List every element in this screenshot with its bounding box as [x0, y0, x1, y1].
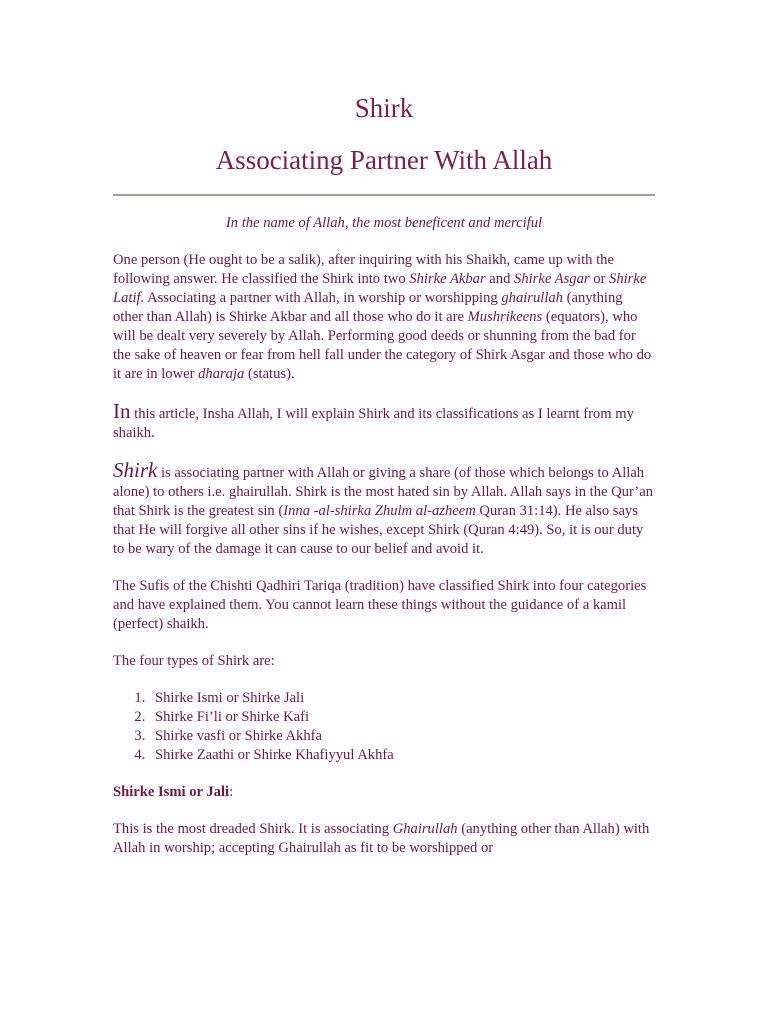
list-item: 4. Shirke Zaathi or Shirke Khafiyyul Akhfa [149, 746, 655, 765]
section-heading [113, 783, 655, 802]
list-item: 2. Shirke Fi’li or Shirke Kafi [149, 708, 655, 727]
section-segment: (anything other than Allah) with Allah in worship; accepting Ghairullah as fit to be worshipped or [113, 821, 650, 856]
sufis-paragraph: The Sufis of the Chishti Qadhiri Tariqa (tradition) have classified Shirk into four categories and have explained them. You cannot learn these things without the guidance of a kamil (perfect) shaikh. [113, 578, 647, 632]
intro-paragraph [113, 251, 655, 384]
bismillah-line: In the name of Allah, the most beneficent and merciful [225, 215, 543, 231]
intro-segment: Mushrikeens [467, 309, 543, 325]
section-segment: Ghairullah [392, 821, 458, 837]
intro-segment: Associating a partner with Allah, in worship or worshipping [144, 290, 502, 306]
intro-segment: (equators), who will be dealt very severely by Allah. Performing good deeds or shunning from the bad for the sake of heaven or fear from hell fall under the category of Shirk Asgar and those who do it are in lower [113, 309, 652, 382]
document-body [113, 214, 655, 876]
shirk-lead-word: Shirk [113, 458, 158, 482]
shirk-segment: Quran 31:14). He also says that He will forgive all other sins if he wishes, except Shirk (Quran 4:49). So, it is our duty to be wary of the damage it can cause to our belief and avoid it. [113, 503, 644, 557]
title-divider [113, 194, 655, 196]
intro-segment: (anything other than Allah) is Shirke Akbar and all those who do it are [113, 290, 623, 325]
article-paragraph [113, 399, 655, 443]
article-text: this article, Insha Allah, I will explain Shirk and its classifications as I learnt from my shaikh. [113, 406, 634, 441]
intro-segment: (status). [244, 366, 295, 382]
shirk-segment: is associating partner with Allah or giving a share (of those which belongs to Allah alone) to others i.e. ghairullah. Shirk is the most hated sin by Allah. Allah says in the Qur’an that Shirk is the greatest sin ( [113, 465, 654, 519]
page-subtitle: Associating Partner With Allah [215, 145, 553, 175]
intro-segment: ghairullah [501, 290, 563, 306]
shirk-types-list [113, 689, 655, 765]
article-lead-word: In [113, 399, 131, 423]
list-item: 1. Shirke Ismi or Shirke Jali [149, 689, 655, 708]
shirk-segment: Inna -al-shirka Zhulm al-azheem [283, 503, 476, 519]
page-title: Shirk [354, 93, 414, 123]
section-segment: This is the most dreaded Shirk. It is associating [113, 821, 393, 837]
list-item: 3. Shirke vasfi or Shirke Akhfa [149, 727, 655, 746]
intro-segment: Shirke Asgar [514, 271, 590, 287]
intro-segment: dharaja [198, 366, 245, 382]
section-paragraph [113, 820, 655, 858]
intro-segment: or [589, 271, 610, 287]
section-heading-text: Shirke Ismi or Jali [113, 784, 230, 800]
shirk-definition-paragraph [113, 458, 655, 559]
intro-segment: Shirke Latif. [113, 271, 647, 306]
intro-segment: Shirke Akbar [409, 271, 486, 287]
intro-segment: One person (He ought to be a salik), after inquiring with his Shaikh, came up with the following answer. He classified the Shirk into two [113, 252, 614, 287]
section-heading-suffix: : [229, 784, 234, 800]
intro-segment: and [485, 271, 515, 287]
types-intro: The four types of Shirk are: [113, 653, 275, 669]
